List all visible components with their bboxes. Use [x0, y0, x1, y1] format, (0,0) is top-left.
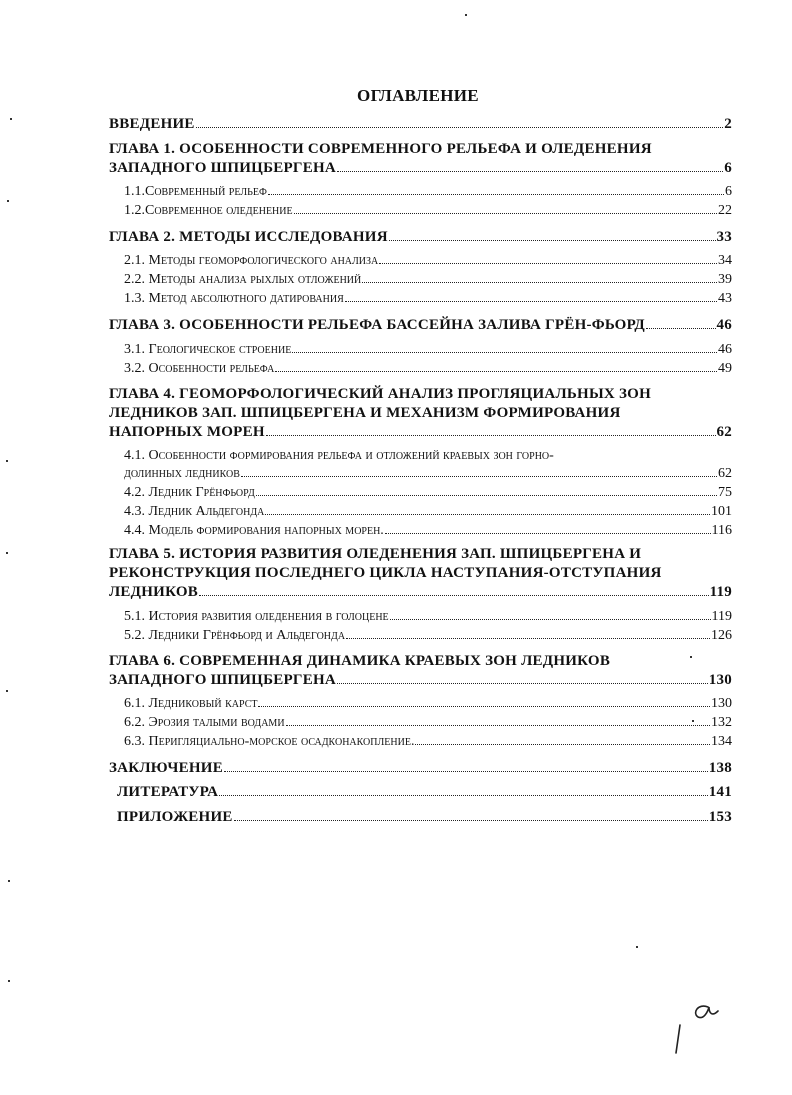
toc-page-number: 46	[716, 317, 732, 333]
toc-page-number: 2	[724, 116, 732, 132]
toc-page-number: 126	[711, 628, 732, 643]
toc-entry-2-3[interactable]	[124, 291, 732, 307]
scan-speck	[465, 14, 467, 16]
toc-label: 5.2. Ледники Грёнфьорд и Альдегонда	[124, 628, 346, 643]
toc-page-number: 62	[716, 424, 732, 440]
toc-label: 1.1.Современный рельеф	[124, 184, 267, 199]
scan-speck	[8, 980, 10, 982]
toc-label: 1.3. Метод абсолютного датирования	[124, 291, 344, 306]
toc-label: ЗАПАДНОГО ШПИЦБЕРГЕНА	[109, 672, 336, 688]
toc-page-number: 75	[718, 485, 732, 500]
toc-label: 3.1. Геологическое строение	[124, 342, 292, 357]
dot-leader	[646, 328, 716, 329]
toc-page-number: 22	[718, 203, 732, 218]
toc-chapter-5-line2[interactable]: РЕКОНСТРУКЦИЯ ПОСЛЕДНЕГО ЦИКЛА НАСТУПАНИЯ-ОТСТУПАНИЯ	[109, 565, 662, 581]
toc-chapter-4-line1[interactable]: ГЛАВА 4. ГЕОМОРФОЛОГИЧЕСКИЙ АНАЛИЗ ПРОГЛЯЦИАЛЬНЫХ ЗОН	[109, 386, 652, 402]
dot-leader	[362, 282, 717, 283]
toc-page-number: 116	[711, 523, 732, 538]
toc-label: ГЛАВА 3. ОСОБЕННОСТИ РЕЛЬЕФА БАССЕЙНА ЗАЛИВА ГРЁН-ФЬОРД	[109, 317, 645, 333]
toc-page-number: 119	[711, 609, 732, 624]
toc-entry-4-3[interactable]	[124, 504, 732, 520]
toc-entry-3-1[interactable]	[124, 342, 732, 358]
toc-page-number: 6	[724, 160, 732, 176]
toc-page-number: 141	[708, 784, 732, 800]
toc-label: долинных ледников	[124, 466, 240, 481]
toc-page-number: 119	[709, 584, 732, 600]
toc-entry-chapter-6[interactable]	[109, 672, 732, 689]
toc-label: ГЛАВА 2. МЕТОДЫ ИССЛЕДОВАНИЯ	[109, 229, 388, 245]
toc-entry-5-2[interactable]	[124, 628, 732, 644]
toc-entry-chapter-2[interactable]	[109, 229, 732, 246]
toc-entry-2-2[interactable]	[124, 272, 732, 288]
toc-page-number: 130	[708, 672, 732, 688]
dot-leader	[196, 127, 724, 128]
toc-entry-chapter-3[interactable]	[109, 317, 732, 334]
dot-leader	[234, 820, 708, 821]
toc-page-number: 34	[718, 253, 732, 268]
toc-page-number: 39	[718, 272, 732, 287]
toc-entry-5-1[interactable]	[124, 609, 732, 625]
toc-page-number: 43	[718, 291, 732, 306]
toc-page-number: 49	[718, 361, 732, 376]
toc-label: 3.2. Особенности рельефа	[124, 361, 275, 376]
toc-entry-conclusion[interactable]	[109, 760, 732, 777]
toc-label: ВВЕДЕНИЕ	[109, 116, 195, 132]
toc-entry-4-4[interactable]	[124, 523, 732, 539]
scan-speck	[6, 460, 8, 462]
toc-page-number: 134	[711, 734, 732, 749]
toc-label: 2.2. Методы анализа рыхлых отложений	[124, 272, 362, 287]
toc-entry-appendix[interactable]	[117, 809, 732, 826]
toc-page-number: 6	[725, 184, 732, 199]
toc-page-number: 153	[708, 809, 732, 825]
dot-leader	[346, 638, 710, 639]
toc-entry-literature[interactable]	[117, 784, 732, 801]
scan-speck	[692, 720, 694, 722]
toc-page-number: 138	[708, 760, 732, 776]
toc-entry-4-2[interactable]	[124, 485, 732, 501]
toc-page-number: 130	[711, 696, 732, 711]
dot-leader	[268, 194, 724, 195]
toc-label: НАПОРНЫХ МОРЕН	[109, 424, 265, 440]
toc-label: ЛИТЕРАТУРА	[117, 784, 219, 800]
toc-page-number: 33	[716, 229, 732, 245]
toc-label: 1.2.Современное оледенение	[124, 203, 293, 218]
toc-entry-4-1[interactable]	[124, 466, 732, 482]
handwritten-mark	[668, 995, 728, 1055]
toc-chapter-6-line1[interactable]: ГЛАВА 6. СОВРЕМЕННАЯ ДИНАМИКА КРАЕВЫХ ЗОН ЛЕДНИКОВ	[109, 653, 611, 669]
toc-label: 6.1. Ледниковый карст	[124, 696, 258, 711]
dot-leader	[390, 619, 711, 620]
toc-entry-6-1[interactable]	[124, 696, 732, 712]
dot-leader	[258, 706, 710, 707]
dot-leader	[345, 301, 717, 302]
scan-speck	[7, 200, 9, 202]
toc-page-number: 101	[711, 504, 732, 519]
scan-speck	[10, 118, 12, 120]
toc-label: ЗАКЛЮЧЕНИЕ	[109, 760, 223, 776]
toc-label: 4.3. Ледник Альдегонда	[124, 504, 265, 519]
toc-entry-intro[interactable]	[109, 116, 732, 133]
toc-entry-chapter-5[interactable]	[109, 584, 732, 601]
toc-chapter-4-line2[interactable]: ЛЕДНИКОВ ЗАП. ШПИЦБЕРГЕНА И МЕХАНИЗМ ФОРМИРОВАНИЯ	[109, 405, 621, 421]
dot-leader	[294, 213, 717, 214]
toc-section-4-1-line1[interactable]: 4.1. Особенности формирования рельефа и отложений краевых зон горно-	[124, 448, 554, 463]
toc-label: 2.1. Методы геоморфологического анализа	[124, 253, 379, 268]
scan-speck	[6, 552, 8, 554]
toc-page-number: 62	[718, 466, 732, 481]
toc-entry-1-1[interactable]	[124, 184, 732, 200]
dot-leader	[266, 435, 716, 436]
toc-page-number: 132	[711, 715, 732, 730]
toc-label: 6.2. Эрозия талыми водами	[124, 715, 285, 730]
toc-entry-chapter-1[interactable]	[109, 160, 732, 177]
toc-entry-6-3[interactable]	[124, 734, 732, 750]
dot-leader	[385, 533, 711, 534]
toc-entry-3-2[interactable]	[124, 361, 732, 377]
toc-entry-chapter-4[interactable]	[109, 424, 732, 441]
dot-leader	[219, 795, 708, 796]
dot-leader	[337, 683, 708, 684]
dot-leader	[337, 171, 723, 172]
toc-chapter-1-line1[interactable]: ГЛАВА 1. ОСОБЕННОСТИ СОВРЕМЕННОГО РЕЛЬЕФА И ОЛЕДЕНЕНИЯ	[109, 141, 652, 157]
toc-label: ПРИЛОЖЕНИЕ	[117, 809, 233, 825]
scan-speck	[636, 946, 638, 948]
scan-speck	[690, 656, 692, 658]
scan-speck	[8, 880, 10, 882]
dot-leader	[256, 495, 717, 496]
toc-chapter-5-line1[interactable]: ГЛАВА 5. ИСТОРИЯ РАЗВИТИЯ ОЛЕДЕНЕНИЯ ЗАП. ШПИЦБЕРГЕНА И	[109, 546, 642, 562]
page-title: ОГЛАВЛЕНИЕ	[357, 86, 479, 105]
toc-label: ЗАПАДНОГО ШПИЦБЕРГЕНА	[109, 160, 336, 176]
dot-leader	[241, 476, 717, 477]
dot-leader	[389, 240, 716, 241]
dot-leader	[379, 263, 717, 264]
toc-page-number: 46	[718, 342, 732, 357]
scan-speck	[6, 690, 8, 692]
toc-entry-6-2[interactable]	[124, 715, 732, 731]
dot-leader	[286, 725, 710, 726]
dot-leader	[415, 744, 710, 745]
dot-leader	[199, 595, 709, 596]
dot-leader	[292, 352, 717, 353]
toc-label: 4.2. Ледник Грёнфьорд	[124, 485, 255, 500]
toc-entry-1-2[interactable]	[124, 203, 732, 219]
dot-leader	[224, 771, 708, 772]
dot-leader	[275, 371, 717, 372]
toc-entry-2-1[interactable]	[124, 253, 732, 269]
toc-label: 6.3. Перигляциально-морское осадконакопление.	[124, 734, 415, 749]
dot-leader	[265, 514, 710, 515]
toc-label: 4.4. Модель формирования напорных морен.	[124, 523, 384, 538]
toc-label: 5.1. История развития оледенения в голоцене	[124, 609, 389, 624]
toc-label: ЛЕДНИКОВ	[109, 584, 199, 600]
